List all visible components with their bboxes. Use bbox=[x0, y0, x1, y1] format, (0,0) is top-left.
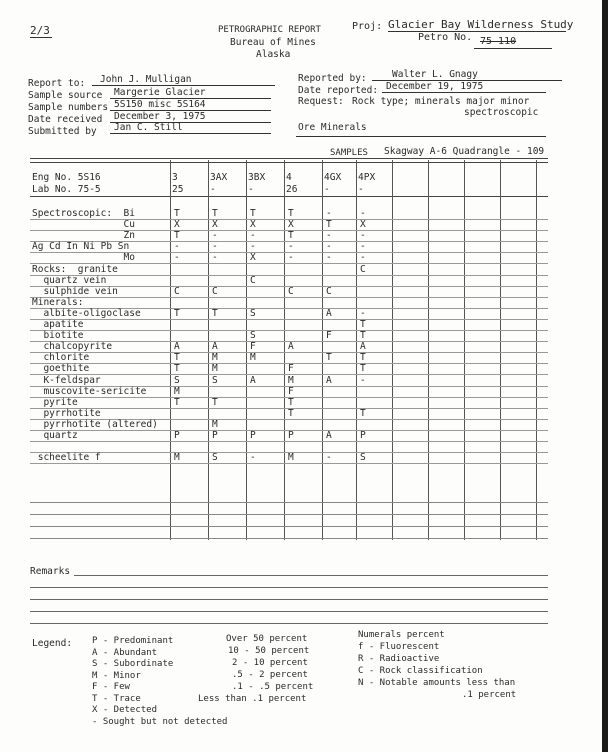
table-cell: P bbox=[360, 430, 366, 441]
table-top-line bbox=[30, 158, 548, 159]
column-eng-no: 3AX bbox=[210, 172, 228, 183]
table-cell: A bbox=[174, 341, 180, 353]
legend-note: Numerals percent bbox=[358, 630, 445, 640]
table-blank-line bbox=[30, 502, 548, 503]
table-cell: C bbox=[360, 263, 366, 275]
table-cell: M bbox=[174, 452, 180, 464]
table-cell: - bbox=[212, 230, 218, 242]
table-row-label: chalcopyrite bbox=[32, 341, 113, 353]
table-row-line bbox=[30, 297, 548, 298]
table-cell: X bbox=[360, 219, 366, 231]
table-cell: T bbox=[288, 208, 294, 219]
table-cell: - bbox=[360, 307, 366, 319]
table-blank-line bbox=[30, 514, 548, 515]
table-cell: - bbox=[326, 241, 332, 253]
table-cell: A bbox=[326, 430, 332, 441]
remarks-line bbox=[30, 623, 548, 624]
column-lab-no: 26 bbox=[286, 184, 298, 195]
date-reported-value: December 19, 1975 bbox=[382, 81, 546, 93]
table-cell: T bbox=[212, 208, 218, 219]
table-blank-line bbox=[30, 538, 548, 539]
column-lab-no: - bbox=[248, 184, 254, 195]
table-row-label: Ag Cd In Ni Pb Sn bbox=[32, 241, 130, 253]
report-to-value: John J. Mulligan bbox=[92, 74, 275, 86]
table-cell: X bbox=[288, 219, 294, 231]
legend-item: T - Trace bbox=[92, 693, 141, 704]
table-row-line bbox=[30, 319, 548, 320]
table-cell: T bbox=[288, 396, 294, 408]
report-title: PETROGRAPHIC REPORT bbox=[218, 25, 321, 35]
table-cell: C bbox=[250, 274, 256, 286]
request-label: Request: bbox=[298, 96, 344, 107]
column-eng-no: 4PX bbox=[358, 172, 376, 183]
table-row-label: quartz bbox=[32, 430, 78, 441]
table-cell: F bbox=[250, 341, 256, 353]
table-cell: C bbox=[174, 285, 180, 297]
table-header-line bbox=[30, 196, 548, 197]
remarks-line bbox=[74, 575, 548, 576]
table-column-line bbox=[322, 160, 323, 540]
table-cell: X bbox=[250, 252, 256, 264]
table-row-label: Minerals: bbox=[32, 296, 84, 308]
table-cell: X bbox=[174, 219, 180, 231]
table-cell: T bbox=[288, 230, 294, 242]
table-cell: C bbox=[288, 285, 294, 297]
legend-item: P - Predominant bbox=[92, 636, 174, 646]
table-row-line bbox=[30, 463, 548, 464]
table-cell: T bbox=[174, 307, 180, 319]
request-line1: Rock type; minerals major minor bbox=[352, 96, 530, 107]
table-cell: - bbox=[360, 252, 366, 264]
petro-label: Petro No. bbox=[418, 32, 473, 43]
table-row-label: goethite bbox=[32, 363, 90, 375]
table-cell: A bbox=[326, 307, 332, 319]
table-cell: - bbox=[360, 230, 366, 242]
table-cell: - bbox=[360, 208, 366, 219]
table-cell: - bbox=[326, 252, 332, 264]
table-cell: T bbox=[174, 230, 180, 242]
table-row-line bbox=[30, 330, 548, 331]
table-column-line bbox=[392, 160, 393, 540]
page-number: 2/3 bbox=[30, 24, 50, 37]
table-cell: T bbox=[360, 319, 366, 330]
legend-item: - Sought but not detected bbox=[92, 716, 228, 727]
sample-source-value: Margerie Glacier bbox=[110, 87, 271, 99]
table-cell: - bbox=[360, 241, 366, 253]
date-received-label: Date received bbox=[28, 114, 103, 125]
table-cell: T bbox=[212, 396, 218, 408]
agency-name: Bureau of Mines bbox=[230, 37, 316, 48]
table-row-label: Zn bbox=[32, 230, 135, 242]
table-cell: F bbox=[288, 363, 294, 375]
column-eng-no: 3BX bbox=[248, 172, 266, 183]
table-cell: X bbox=[212, 219, 218, 231]
table-cell: A bbox=[288, 341, 294, 353]
table-cell: T bbox=[360, 330, 366, 342]
sample-numbers-label: Sample numbers bbox=[28, 102, 109, 113]
table-cell: - bbox=[212, 252, 218, 264]
table-column-line bbox=[428, 160, 429, 540]
table-cell: - bbox=[250, 230, 256, 242]
table-cell: T bbox=[212, 307, 218, 319]
table-row-label: muscovite-sericite bbox=[32, 385, 147, 397]
quadrangle-label: Skagway A-6 Quadrangle - 109 bbox=[384, 146, 545, 157]
table-cell: T bbox=[174, 363, 180, 375]
table-cell: S bbox=[250, 307, 256, 319]
table-row-label: Spectroscopic: Bi bbox=[32, 208, 135, 219]
legend-range: 10 - 50 percent bbox=[228, 646, 310, 656]
legend-range: 2 - 10 percent bbox=[232, 658, 308, 668]
table-row-label: Cu bbox=[32, 219, 135, 231]
table-row-label: Rocks: granite bbox=[32, 263, 118, 275]
table-cell: M bbox=[174, 385, 180, 397]
table-cell: - bbox=[326, 452, 332, 464]
legend-item: X - Detected bbox=[92, 705, 158, 715]
table-cell: S bbox=[250, 330, 256, 342]
date-received-value: December 3, 1975 bbox=[110, 111, 271, 123]
table-cell: P bbox=[250, 430, 256, 441]
page-number-underline bbox=[30, 37, 52, 38]
legend-item: S - Subordinate bbox=[92, 659, 174, 669]
table-top-line-2 bbox=[30, 162, 548, 163]
table-column-line bbox=[284, 160, 285, 540]
table-cell: M bbox=[250, 352, 256, 364]
submitted-by-label: Submitted by bbox=[28, 126, 97, 137]
table-cell: M bbox=[212, 363, 218, 375]
legend-range: Less than .1 percent bbox=[198, 694, 307, 704]
table-column-line bbox=[500, 160, 501, 540]
request-line2: spectroscopic bbox=[464, 107, 539, 118]
table-row-label: quartz vein bbox=[32, 274, 107, 286]
remarks-line bbox=[30, 611, 548, 612]
proj-value: Glacier Bay Wilderness Study bbox=[388, 18, 574, 31]
legend-range: .1 - .5 percent bbox=[232, 682, 314, 692]
table-row-label: pyrrhotite bbox=[32, 407, 101, 419]
table-row-label: Mo bbox=[32, 252, 135, 264]
legend-item: M - Minor bbox=[92, 670, 141, 681]
table-cell: S bbox=[360, 452, 366, 464]
table-cell: P bbox=[288, 430, 294, 441]
table-cell: T bbox=[174, 352, 180, 364]
table-cell: S bbox=[212, 374, 218, 386]
column-eng-no: 4GX bbox=[324, 172, 342, 183]
remarks-label: Remarks bbox=[30, 566, 71, 577]
table-cell: T bbox=[174, 396, 180, 408]
table-column-line bbox=[246, 160, 247, 540]
table-cell: T bbox=[326, 352, 332, 364]
table-row-label: albite-oligoclase bbox=[32, 307, 141, 319]
table-row-line bbox=[30, 441, 548, 442]
table-row-line bbox=[30, 352, 548, 353]
proj-label: Proj: bbox=[352, 21, 383, 32]
table-column-line bbox=[356, 160, 357, 540]
table-cell: T bbox=[288, 407, 294, 419]
sample-numbers-value: 5S150 misc 5S164 bbox=[110, 99, 271, 111]
table-cell: X bbox=[250, 219, 256, 231]
table-cell: S bbox=[174, 374, 180, 386]
legend-note: C - Rock classification bbox=[358, 666, 483, 676]
table-row-label: pyrite bbox=[32, 396, 78, 408]
table-row-label: scheelite f bbox=[32, 452, 101, 464]
agency-state: Alaska bbox=[256, 49, 291, 60]
legend-note: N - Notable amounts less than bbox=[358, 678, 516, 688]
remarks-line bbox=[30, 587, 548, 588]
table-cell: - bbox=[174, 241, 180, 253]
table-cell: T bbox=[326, 219, 332, 231]
column-eng-no: 3 bbox=[172, 172, 178, 183]
column-lab-no: - bbox=[358, 184, 364, 195]
table-cell: M bbox=[212, 352, 218, 364]
table-column-line bbox=[170, 160, 171, 540]
legend-note: R - Radioactive bbox=[358, 654, 440, 664]
table-cell: P bbox=[212, 430, 218, 441]
table-cell: S bbox=[212, 452, 218, 464]
table-row-label: pyrrhotite (altered) bbox=[32, 418, 158, 430]
table-cell: M bbox=[288, 374, 294, 386]
scan-edge bbox=[602, 0, 608, 752]
table-cell: A bbox=[250, 374, 256, 386]
table-cell: A bbox=[360, 341, 366, 353]
reported-by-value: Walter L. Gnagy bbox=[372, 69, 562, 81]
table-cell: T bbox=[174, 208, 180, 219]
legend-note: f - Fluorescent bbox=[358, 642, 440, 652]
lab-no-label: Lab No. 75-5 bbox=[32, 184, 101, 195]
table-cell: - bbox=[250, 452, 256, 464]
table-row-label: apatite bbox=[32, 319, 84, 330]
table-cell: - bbox=[360, 374, 366, 386]
legend-range: Over 50 percent bbox=[226, 634, 308, 644]
report-to-label: Report to: bbox=[28, 78, 86, 89]
table-row-label: biotite bbox=[32, 330, 84, 342]
table-cell: A bbox=[212, 341, 218, 353]
table-cell: F bbox=[326, 330, 332, 342]
table-cell: - bbox=[250, 241, 256, 253]
table-cell: - bbox=[326, 208, 332, 219]
legend-label: Legend: bbox=[32, 638, 73, 649]
column-lab-no: - bbox=[324, 184, 330, 195]
table-cell: - bbox=[174, 252, 180, 264]
petro-underline bbox=[474, 48, 552, 49]
table-row-label: sulphide vein bbox=[32, 285, 118, 297]
table-cell: - bbox=[212, 241, 218, 253]
table-cell: - bbox=[326, 230, 332, 242]
remarks-line bbox=[30, 599, 548, 600]
column-eng-no: 4 bbox=[286, 172, 292, 183]
table-cell: M bbox=[212, 418, 218, 430]
petro-value: 75 110 bbox=[480, 36, 517, 47]
table-cell: T bbox=[360, 352, 366, 364]
column-lab-no: - bbox=[210, 184, 216, 195]
table-blank-line bbox=[30, 526, 548, 527]
ore-minerals: Ore Minerals bbox=[298, 122, 367, 133]
legend-item: F - Few bbox=[92, 682, 130, 692]
table-cell: C bbox=[212, 285, 218, 297]
ore-minerals-underline bbox=[296, 136, 546, 137]
table-cell: - bbox=[288, 252, 294, 264]
table-row-line bbox=[30, 275, 548, 276]
legend-note: .1 percent bbox=[462, 690, 517, 700]
column-lab-no: 25 bbox=[172, 184, 184, 195]
table-row-label: K-feldspar bbox=[32, 374, 101, 386]
table-column-line bbox=[536, 160, 537, 540]
table-cell: A bbox=[326, 374, 332, 386]
table-cell: T bbox=[360, 363, 366, 375]
table-cell: T bbox=[360, 407, 366, 419]
table-column-line bbox=[464, 160, 465, 540]
table-cell: - bbox=[288, 241, 294, 253]
eng-no-label: Eng No. 5S16 bbox=[32, 172, 101, 183]
table-cell: C bbox=[326, 285, 332, 297]
table-row-label: chlorite bbox=[32, 352, 90, 364]
samples-label: SAMPLES bbox=[330, 148, 368, 158]
table-cell: M bbox=[288, 452, 294, 464]
table-cell: T bbox=[250, 208, 256, 219]
legend-range: .5 - 2 percent bbox=[232, 670, 308, 680]
submitted-by-value: Jan C. Still bbox=[110, 122, 271, 134]
legend-item: A - Abundant bbox=[92, 647, 158, 658]
table-cell: P bbox=[174, 430, 180, 441]
date-reported-label: Date reported: bbox=[298, 85, 379, 96]
table-cell: F bbox=[288, 385, 294, 397]
table-column-line bbox=[208, 160, 209, 540]
sample-source-label: Sample source bbox=[28, 90, 103, 101]
reported-by-label: Reported by: bbox=[298, 73, 367, 84]
